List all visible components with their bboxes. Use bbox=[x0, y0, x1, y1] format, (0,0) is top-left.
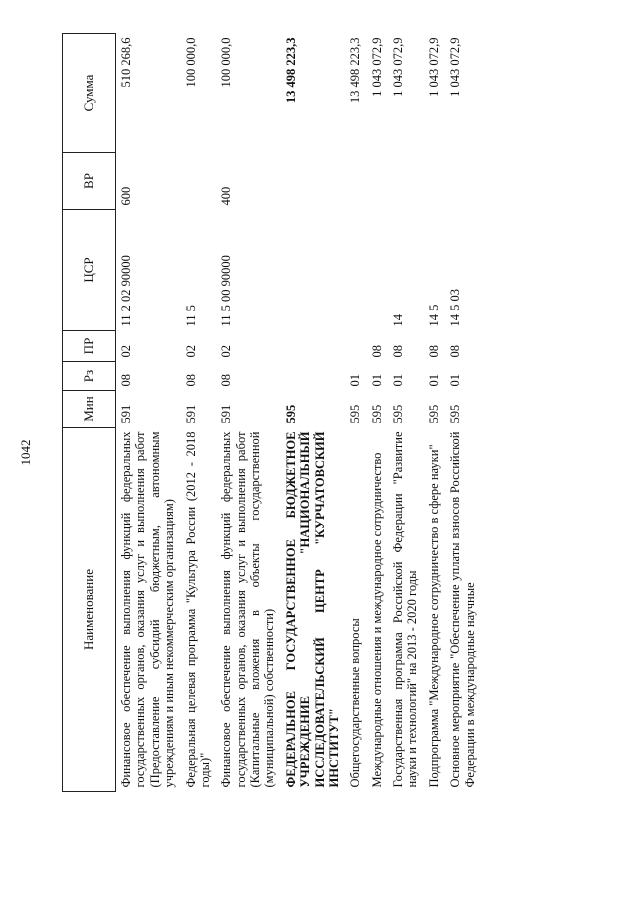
row-name: Общегосударственные вопросы bbox=[348, 618, 363, 788]
table-row bbox=[181, 34, 217, 792]
row-name: Финансовое обеспечение выполнения функций федеральных государственных органов, оказания услуг и выполнения работ (Капитальные вложения в объекты государственной (муниципальной) собственности) bbox=[219, 431, 277, 788]
row-vr bbox=[388, 153, 424, 210]
row-rz: 01 bbox=[426, 374, 441, 387]
row-min: 591 bbox=[219, 404, 234, 424]
row-sum: 100 000,0 bbox=[183, 37, 198, 88]
row-sum: 510 268,6 bbox=[119, 37, 133, 88]
table-row bbox=[116, 34, 181, 792]
row-sum: 1 043 072,9 bbox=[448, 37, 463, 97]
table-row bbox=[281, 34, 346, 792]
header-vr: ВР bbox=[63, 153, 116, 210]
row-rz bbox=[281, 362, 346, 391]
row-name: Финансовое обеспечение выполнения функций федеральных государственных органов, оказания услуг и выполнения работ (Предоставление субсидий бюджетным, автономным учреждениям и иным некоммерческим организациям) bbox=[119, 431, 177, 788]
row-csr: 11 2 02 90000 bbox=[119, 255, 133, 327]
row-vr bbox=[424, 153, 445, 210]
row-csr: 11 5 00 90000 bbox=[219, 255, 234, 327]
row-pr: 08 bbox=[391, 345, 405, 358]
header-name: Наименование bbox=[63, 428, 116, 792]
row-rz: 01 bbox=[369, 374, 384, 387]
row-vr: 400 bbox=[219, 186, 234, 206]
row-name: Федеральная целевая программа "Культура России (2012 - 2018 годы)" bbox=[183, 431, 212, 788]
table-row bbox=[367, 34, 388, 792]
row-min: 595 bbox=[369, 404, 384, 424]
header-min: Мин bbox=[63, 391, 116, 428]
row-min: 591 bbox=[119, 404, 133, 424]
row-rz: 01 bbox=[448, 374, 463, 387]
row-csr bbox=[367, 210, 388, 331]
row-pr: 02 bbox=[183, 345, 198, 358]
header-csr: ЦСР bbox=[63, 210, 116, 331]
row-sum: 100 000,0 bbox=[219, 37, 234, 88]
row-csr: 11 5 bbox=[183, 305, 198, 327]
row-rz: 08 bbox=[119, 374, 133, 387]
row-name: Основное мероприятие "Обеспечение уплаты взносов Российской Федерации в международные научные bbox=[448, 431, 477, 788]
row-rz: 01 bbox=[348, 374, 363, 387]
row-min: 595 bbox=[448, 404, 463, 424]
row-min: 595 bbox=[348, 404, 363, 424]
row-rz: 08 bbox=[219, 374, 234, 387]
row-pr: 02 bbox=[119, 345, 133, 358]
row-pr: 08 bbox=[369, 345, 384, 358]
table-row bbox=[345, 34, 366, 792]
row-pr: 08 bbox=[448, 345, 463, 358]
row-min: 595 bbox=[391, 404, 405, 424]
row-csr bbox=[281, 210, 346, 331]
row-vr bbox=[345, 153, 366, 210]
row-sum: 1 043 072,9 bbox=[369, 37, 384, 97]
row-rz: 01 bbox=[391, 374, 405, 387]
header-sum: Сумма bbox=[63, 34, 116, 153]
row-vr bbox=[445, 153, 481, 210]
page-number: 1042 bbox=[18, 439, 33, 466]
row-min: 595 bbox=[426, 404, 441, 424]
row-vr bbox=[367, 153, 388, 210]
table-row bbox=[388, 34, 424, 792]
row-csr: 14 5 03 bbox=[448, 289, 463, 327]
row-vr bbox=[181, 153, 217, 210]
row-min: 595 bbox=[283, 404, 298, 424]
row-pr: 08 bbox=[426, 345, 441, 358]
row-sum: 1 043 072,9 bbox=[426, 37, 441, 97]
table-row bbox=[445, 34, 481, 792]
table-row bbox=[424, 34, 445, 792]
row-sum: 1 043 072,9 bbox=[391, 37, 405, 97]
row-csr: 14 bbox=[391, 314, 405, 327]
header-rz: Рз bbox=[63, 362, 116, 391]
table-header-row bbox=[63, 34, 116, 792]
row-csr bbox=[345, 210, 366, 331]
row-vr bbox=[281, 153, 346, 210]
row-sum: 13 498 223,3 bbox=[348, 37, 363, 104]
row-name: Подпрограмма "Международное сотрудничество в сфере науки" bbox=[426, 444, 441, 788]
row-sum: 13 498 223,3 bbox=[283, 37, 298, 104]
row-pr bbox=[345, 331, 366, 362]
row-name: Государственная программа Российской Федерации "Развитие науки и технологий" на 2013 - 2020 годы bbox=[391, 431, 420, 788]
budget-table bbox=[62, 33, 481, 792]
row-pr bbox=[281, 331, 346, 362]
row-vr: 600 bbox=[119, 186, 133, 206]
row-rz: 08 bbox=[183, 374, 198, 387]
row-min: 591 bbox=[183, 404, 198, 424]
row-name: Международные отношения и международное сотрудничество bbox=[369, 452, 384, 788]
table-body bbox=[116, 34, 481, 792]
row-name: ФЕДЕРАЛЬНОЕ ГОСУДАРСТВЕННОЕ БЮДЖЕТНОЕ УЧРЕЖДЕНИЕ "НАЦИОНАЛЬНЫЙ ИССЛЕДОВАТЕЛЬСКИЙ ЦЕНТР "КУРЧАТОВСКИЙ ИНСТИТУТ" bbox=[283, 431, 341, 788]
row-pr: 02 bbox=[219, 345, 234, 358]
table-row bbox=[216, 34, 281, 792]
header-pr: ПР bbox=[63, 331, 116, 362]
row-csr: 14 5 bbox=[426, 304, 441, 327]
